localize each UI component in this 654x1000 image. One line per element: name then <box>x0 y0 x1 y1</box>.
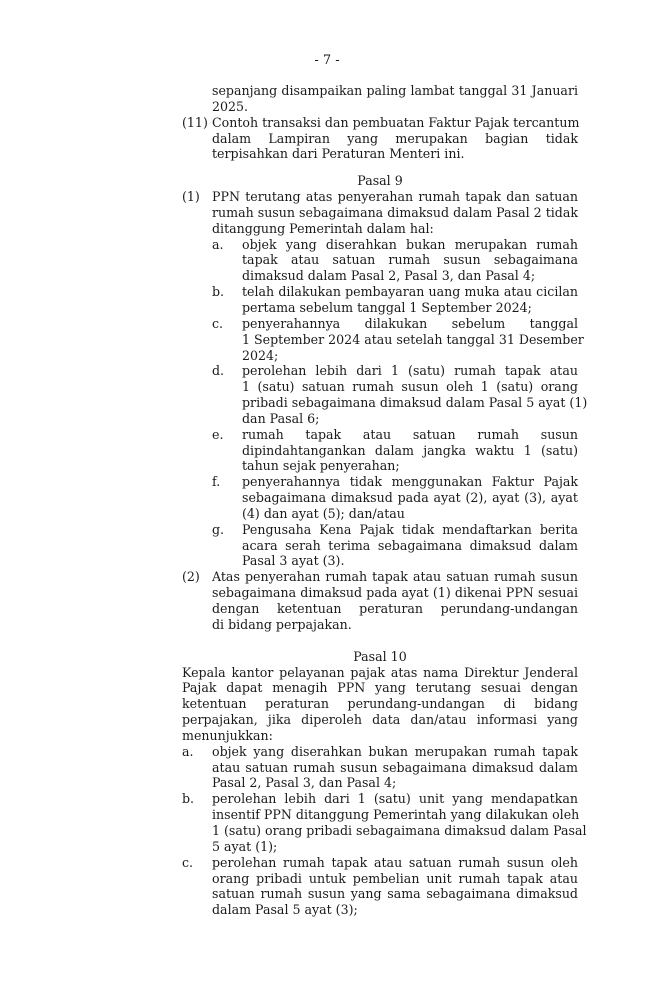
list-item-label: g. <box>212 521 225 537</box>
text-line: rumah susun sebagaimana dimaksud dalam Pasal 2 tidak <box>212 204 578 220</box>
ayat-label: (1) <box>182 189 200 205</box>
text-line: Pasal 2, Pasal 3, dan Pasal 4; <box>212 775 397 791</box>
text-line: 5 ayat (1); <box>212 838 278 854</box>
text-line: menunjukkan: <box>182 727 273 743</box>
list-item-label: b. <box>182 791 195 807</box>
text-line: dalam Lampiran yang merupakan bagian tidak <box>212 130 578 146</box>
list-item <box>182 855 578 918</box>
list-item-label: f. <box>212 474 221 490</box>
text-line: penyerahannya tidak menggunakan Faktur Pajak <box>242 474 578 490</box>
text-line: ketentuan peraturan perundang-undangan di bidang <box>182 696 578 712</box>
text-line: objek yang diserahkan bukan merupakan rumah <box>242 236 578 252</box>
text-line: Contoh transaksi dan pembuatan Faktur Pajak tercantum <box>212 114 580 130</box>
text-line: perolehan rumah tapak atau satuan rumah susun oleh <box>212 854 578 870</box>
item-11 <box>182 115 578 163</box>
text-line: acara serah terima sebagaimana dimaksud dalam <box>242 537 578 553</box>
continuation-paragraph <box>212 83 578 115</box>
text-line: orang pribadi untuk pembelian unit rumah tapak atau <box>212 870 578 886</box>
item-label: (11) <box>182 114 208 130</box>
text-line: terpisahkan dari Peraturan Menteri ini. <box>212 146 465 162</box>
pasal-10-intro <box>182 665 578 744</box>
list-item <box>212 315 584 364</box>
page-number: - 7 - <box>314 53 340 68</box>
text-line: dan Pasal 6; <box>242 410 320 426</box>
list-item <box>212 237 578 285</box>
text-line: perolehan lebih dari 1 (satu) unit yang mendapatkan <box>212 791 578 807</box>
text-line: objek yang diserahkan bukan merupakan rumah tapak <box>212 743 578 759</box>
text-line: dalam Pasal 5 ayat (3); <box>212 902 358 918</box>
list-item-label: c. <box>182 854 194 870</box>
text-line: 2024; <box>242 347 279 363</box>
text-line: sebagaimana dimaksud pada ayat (2), ayat (3), ayat <box>242 490 578 506</box>
list-item-label: b. <box>212 284 225 300</box>
list-item <box>212 474 578 522</box>
text-line: dengan ketentuan peraturan perundang-undangan <box>212 601 578 616</box>
list-item <box>212 363 588 426</box>
text-line: pribadi sebagaimana dimaksud dalam Pasal 5 ayat (1) <box>242 395 588 411</box>
text-line: telah dilakukan pembayaran uang muka atau cicilan <box>242 284 578 300</box>
text-line: 1 (satu) satuan rumah susun oleh 1 (satu) orang <box>242 379 578 395</box>
text-line: PPN terutang atas penyerahan rumah tapak dan satuan <box>212 189 578 205</box>
text-line: satuan rumah susun yang sama sebagaimana dimaksud <box>212 886 578 902</box>
text-line: di bidang perpajakan. <box>212 616 352 632</box>
text-line: tapak atau satuan rumah susun sebagaimana <box>242 252 578 268</box>
pasal-10-heading: Pasal 10 <box>353 648 407 664</box>
text-line: insentif PPN ditanggung Pemerintah yang dilakukan oleh <box>212 807 580 823</box>
text-line: rumah tapak atau satuan rumah susun <box>242 426 578 442</box>
text-line: ditanggung Pemerintah dalam hal: <box>212 220 434 236</box>
pasal-9-ayat-2 <box>182 569 578 632</box>
text-line: sebagaimana dimaksud pada ayat (1) dikenai PPN sesuai <box>212 585 578 601</box>
text-line: tahun sejak penyerahan; <box>242 458 400 474</box>
pasal-9-ayat-1 <box>182 189 588 569</box>
list-item-label: a. <box>182 743 194 759</box>
text-line: perolehan lebih dari 1 (satu) rumah tapak atau <box>242 363 578 379</box>
list-item <box>212 284 578 316</box>
list-item-label: e. <box>212 426 224 442</box>
text-line: 1 (satu) orang pribadi sebagaimana dimaksud dalam Pasal <box>212 822 587 838</box>
ayat-label: (2) <box>182 569 200 585</box>
text-line: pertama sebelum tanggal 1 September 2024; <box>242 299 532 315</box>
text-line: Atas penyerahan rumah tapak atau satuan rumah susun <box>212 569 578 585</box>
text-line: dipindahtangankan dalam jangka waktu 1 (satu) <box>242 442 578 458</box>
list-item <box>182 791 587 854</box>
text-line: perpajakan, jika diperoleh data dan/atau informasi yang <box>182 712 578 728</box>
text-line: Pasal 3 ayat (3). <box>242 553 345 569</box>
list-item <box>182 744 578 792</box>
text-line: 2025. <box>212 98 249 114</box>
list-item-label: c. <box>212 315 224 331</box>
text-line: 1 September 2024 atau setelah tanggal 31 Desember <box>242 331 584 347</box>
list-item-label: d. <box>212 363 225 379</box>
text-line: Pengusaha Kena Pajak tidak mendaftarkan berita <box>242 521 578 537</box>
list-item-label: a. <box>212 236 224 252</box>
list-item <box>212 427 578 475</box>
pasal-9-heading: Pasal 9 <box>357 173 403 189</box>
text-line: (4) dan ayat (5); dan/atau <box>242 505 405 521</box>
text-line: dimaksud dalam Pasal 2, Pasal 3, dan Pasal 4; <box>242 268 536 284</box>
document-body <box>182 83 588 918</box>
text-line: Pajak dapat menagih PPN yang terutang sesuai dengan <box>182 680 578 696</box>
text-line: Kepala kantor pelayanan pajak atas nama Direktur Jenderal <box>182 664 578 680</box>
text-line: penyerahannya dilakukan sebelum tanggal <box>242 315 578 331</box>
text-line: atau satuan rumah susun sebagaimana dimaksud dalam <box>212 759 578 775</box>
list-item <box>212 522 578 570</box>
text-line: sepanjang disampaikan paling lambat tanggal 31 Januari <box>212 83 578 98</box>
pasal-10-items <box>182 743 587 918</box>
